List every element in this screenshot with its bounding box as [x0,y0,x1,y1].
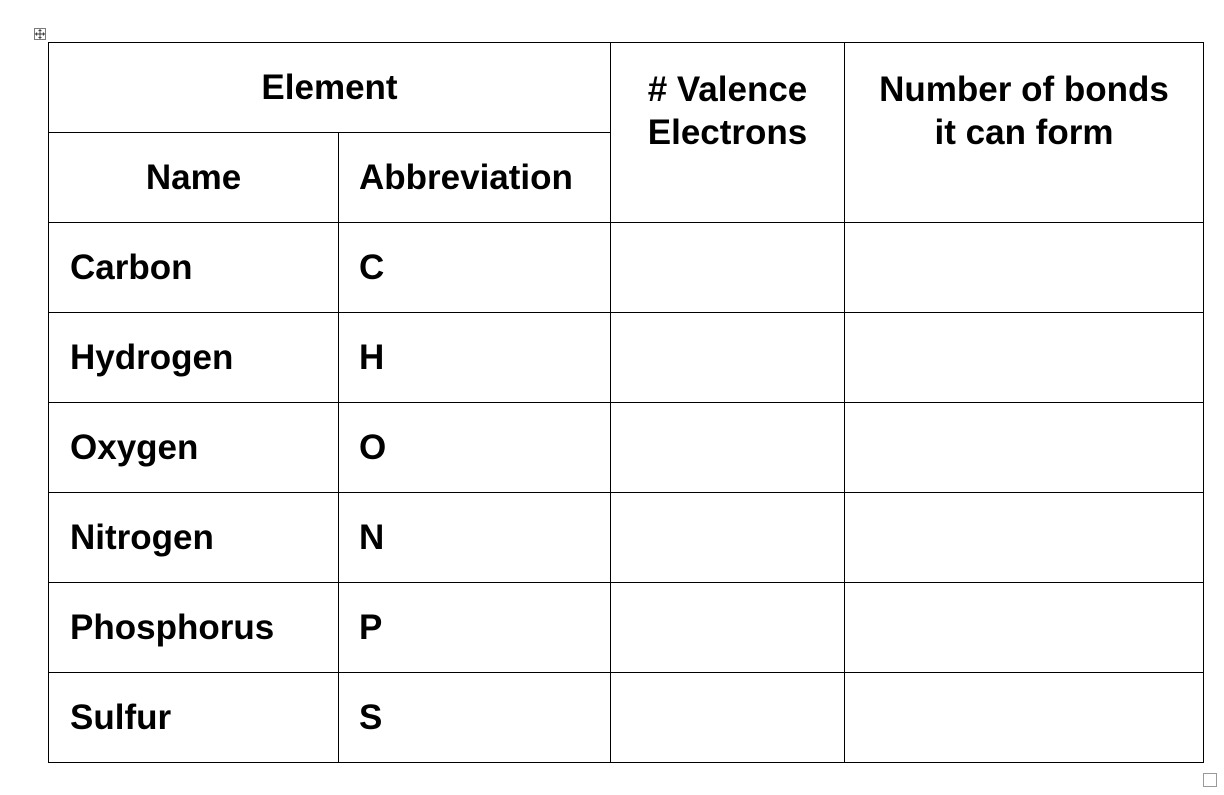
element-abbreviation: O [359,428,387,467]
name-cell[interactable] [49,223,339,313]
valence-header-cell[interactable] [611,43,845,223]
abbreviation-cell[interactable] [339,313,611,403]
valence-cell[interactable] [611,583,845,673]
elements-table [48,42,1204,763]
element-name: Nitrogen [70,518,214,557]
name-cell[interactable] [49,673,339,763]
element-name: Sulfur [70,698,172,737]
name-header: Name [145,158,242,197]
table-row [49,403,1204,493]
abbreviation-header-cell[interactable] [339,133,611,223]
table-row [49,673,1204,763]
abbreviation-cell[interactable] [339,223,611,313]
valence-cell[interactable] [611,493,845,583]
bonds-cell[interactable] [845,223,1204,313]
bonds-cell[interactable] [845,313,1204,403]
valence-cell[interactable] [611,403,845,493]
element-abbreviation: P [359,608,383,647]
element-name: Oxygen [70,428,199,467]
element-header: Element [261,68,398,107]
valence-cell[interactable] [611,673,845,763]
bonds-header-line2: it can form [934,113,1114,152]
bonds-cell[interactable] [845,403,1204,493]
valence-header-line2: Electrons [647,113,808,152]
element-name: Phosphorus [70,608,275,647]
bonds-cell[interactable] [845,583,1204,673]
element-abbreviation: H [359,338,385,377]
valence-cell[interactable] [611,313,845,403]
table-resize-handle[interactable] [1203,773,1217,787]
bonds-header-cell[interactable] [845,43,1204,223]
name-cell[interactable] [49,313,339,403]
bonds-cell[interactable] [845,493,1204,583]
valence-header-line1: # Valence [647,70,808,109]
abbreviation-cell[interactable] [339,493,611,583]
name-cell[interactable] [49,583,339,673]
valence-cell[interactable] [611,223,845,313]
element-name: Carbon [70,248,193,287]
element-abbreviation: C [359,248,385,287]
bonds-header-line1: Number of bonds [879,70,1169,109]
abbreviation-header: Abbreviation [359,158,573,197]
element-abbreviation: N [359,518,385,557]
bonds-cell[interactable] [845,673,1204,763]
abbreviation-cell[interactable] [339,403,611,493]
table-row [49,493,1204,583]
table-move-handle-icon[interactable] [34,28,46,40]
abbreviation-cell[interactable] [339,673,611,763]
table-row [49,313,1204,403]
element-header-cell[interactable] [49,43,611,133]
table-row [49,583,1204,673]
header-row-1 [49,43,1204,133]
name-cell[interactable] [49,493,339,583]
move-arrows-icon [35,29,45,39]
name-cell[interactable] [49,403,339,493]
abbreviation-cell[interactable] [339,583,611,673]
table-row [49,223,1204,313]
name-header-cell[interactable] [49,133,339,223]
element-name: Hydrogen [70,338,234,377]
element-abbreviation: S [359,698,383,737]
